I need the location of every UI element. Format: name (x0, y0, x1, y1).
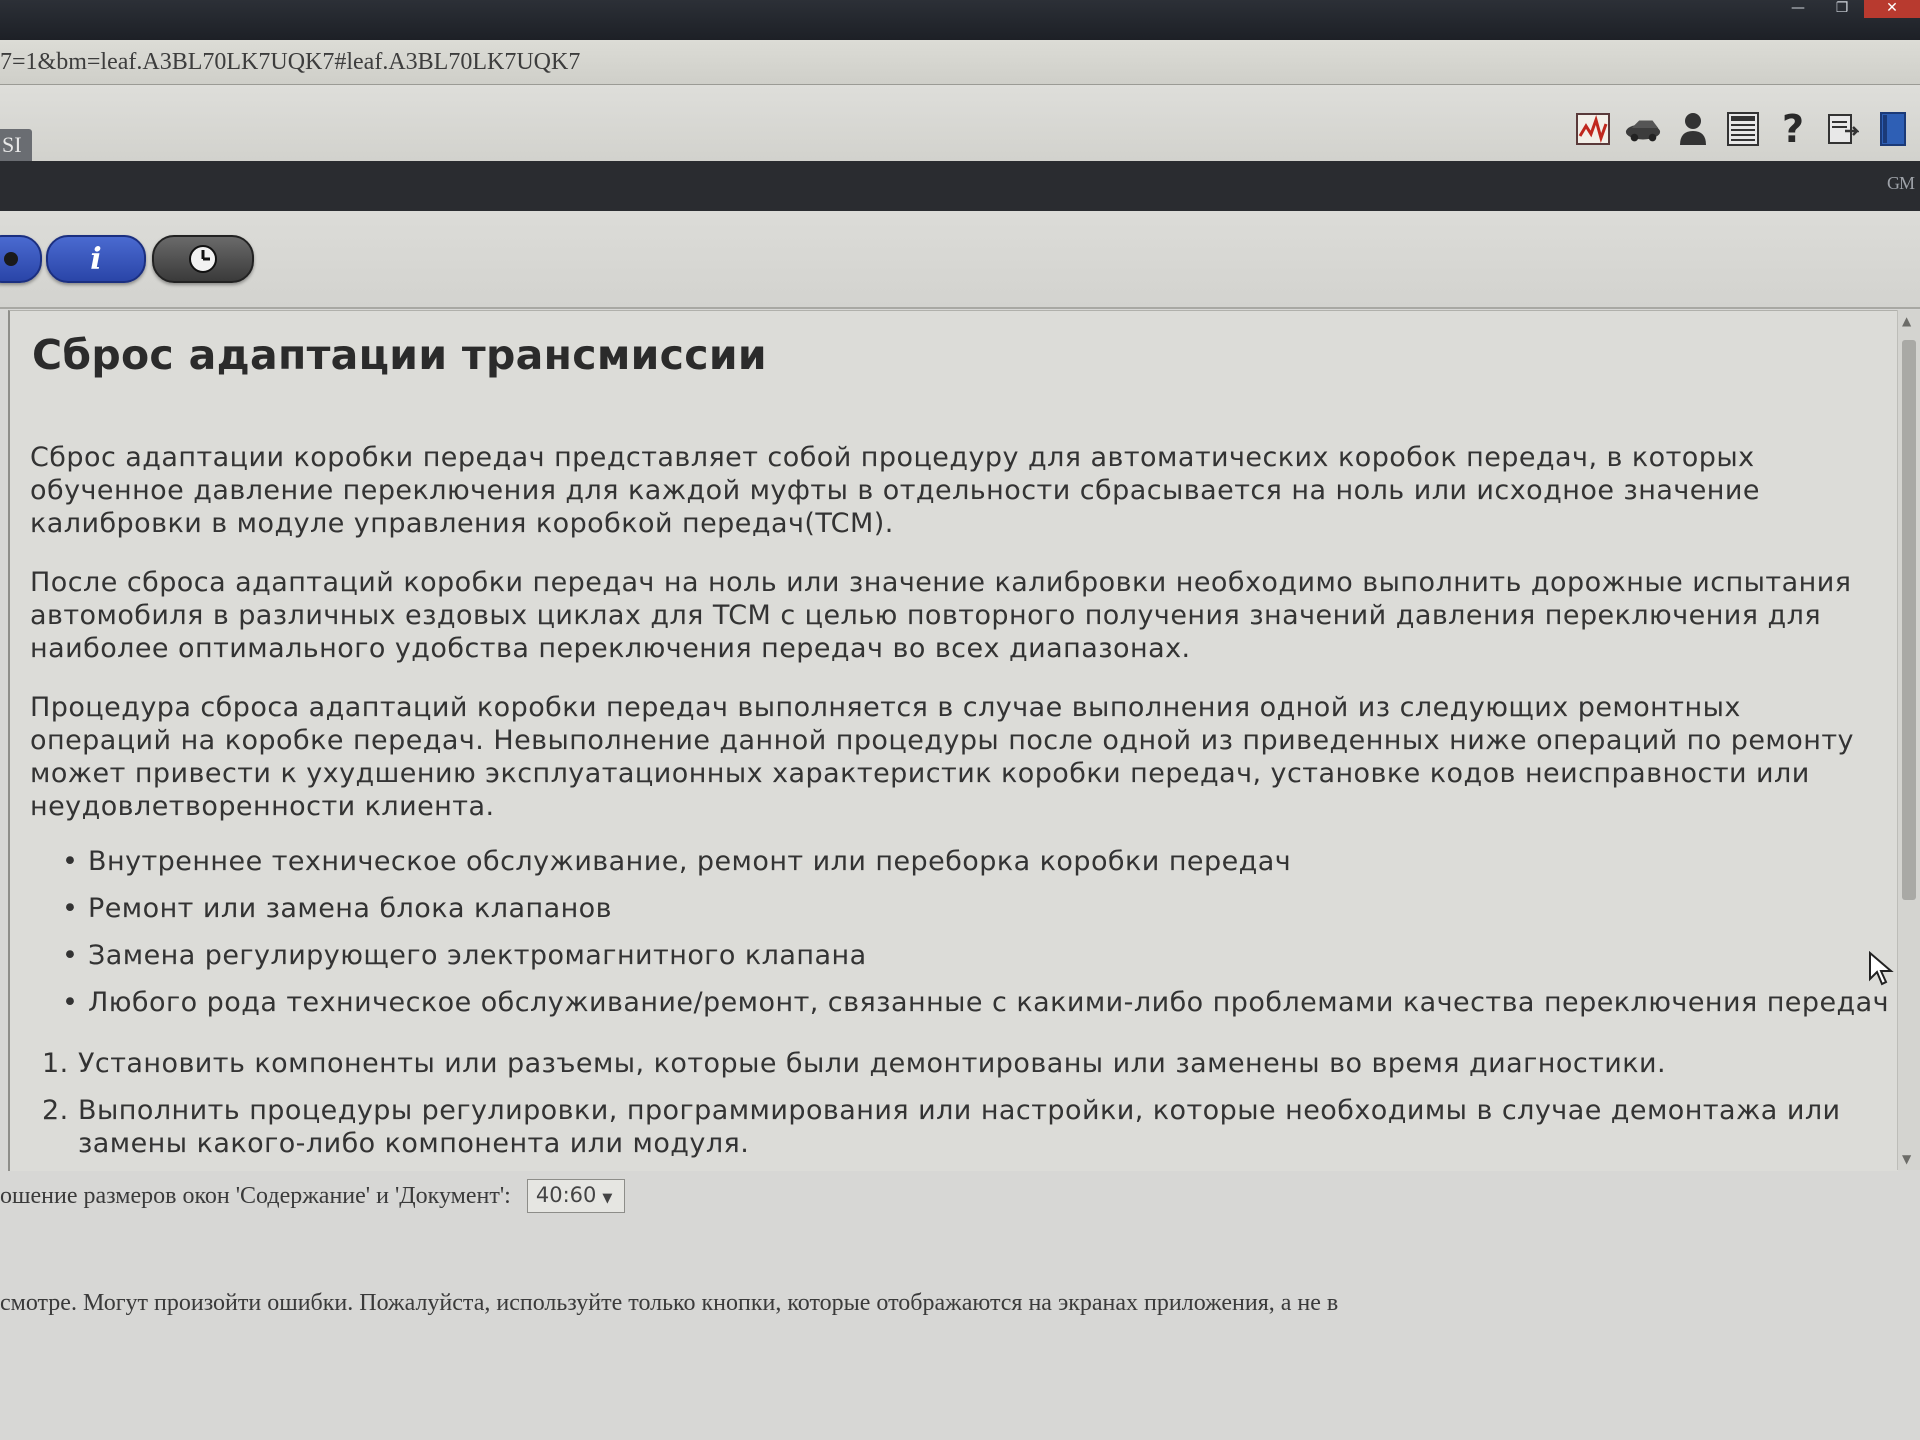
scroll-down-icon[interactable]: ▼ (1902, 1152, 1912, 1166)
step-text: Установить компоненты или разъемы, которые были демонтированы или заменены во время диагностики. (78, 1048, 1667, 1079)
help-glyph: ? (1781, 107, 1805, 151)
si-tab[interactable]: SI (0, 129, 32, 161)
window-controls (1776, 0, 1920, 18)
export-icon[interactable] (1824, 110, 1862, 148)
scroll-up-icon[interactable]: ▲ (1902, 314, 1912, 328)
toolbar-icons (1574, 107, 1912, 151)
window-titlebar (0, 0, 1920, 40)
info-icon: i (90, 241, 102, 277)
app-toolbar (0, 85, 1920, 161)
paragraph-intro: Сброс адаптации коробки передач представляет собой процедуру для автоматических коробок передач, в которых обученное давление переключения для каждой муфты в отдельности сбрасывается на ноль или исходное значение калибровки в модуле управления коробкой передач(TCM). (30, 442, 1760, 539)
list-item: • Замена регулирующего электромагнитного клапана (62, 937, 1889, 984)
book-icon[interactable] (1874, 110, 1912, 148)
document-scrollbar[interactable] (1897, 310, 1920, 1170)
pane-ratio-value: 40:60 (535, 1183, 597, 1208)
minimize-button[interactable]: — (1791, 0, 1805, 16)
list-item: • Любого рода техническое обслуживание/ремонт, связанные с какими-либо проблемами качества переключения передач (62, 984, 1889, 1031)
brand-logo: GM (1886, 173, 1914, 193)
steps-list (32, 1047, 1882, 1171)
step-number: 2. (42, 1095, 69, 1126)
document-title: Сброс адаптации трансмиссии (32, 331, 767, 379)
scroll-thumb[interactable] (1902, 340, 1916, 900)
step-number: 1. (42, 1048, 69, 1079)
close-button[interactable]: ✕ (1864, 0, 1920, 18)
browser-warning: смотре. Могут произойти ошибки. Пожалуйста, используйте только кнопки, которые отображаются на экранах приложения, а не в (0, 1290, 1339, 1316)
list-item: • Внутреннее техническое обслуживание, ремонт или переборка коробки передач (62, 843, 1889, 890)
pane-ratio-select[interactable] (527, 1179, 625, 1213)
navigation-band (0, 161, 1920, 211)
info-button[interactable] (46, 235, 146, 283)
chevron-down-icon: ▼ (602, 1191, 613, 1207)
user-icon[interactable] (1674, 110, 1712, 148)
paragraph-procedure: Процедура сброса адаптаций коробки передач выполняется в случае выполнения одной из следующих ремонтных операций на коробке передач. Невыполнение данной процедуры после одной из приведенных ниже операций по ремонту может привести к ухудшению эксплуатационных характеристик коробки передач, установке кодов неисправности или неудовлетворенности клиента. (30, 692, 1854, 822)
repair-operations-list (62, 843, 1889, 1031)
step-item (32, 1047, 1882, 1080)
news-icon[interactable] (1724, 110, 1762, 148)
chart-icon[interactable] (1574, 110, 1612, 148)
car-icon[interactable] (1624, 110, 1662, 148)
document-pane (8, 310, 1898, 1171)
clock-icon (187, 243, 219, 275)
step-item (32, 1094, 1882, 1160)
help-icon[interactable] (1774, 107, 1812, 151)
pane-ratio-row (0, 1172, 1920, 1220)
back-icon (1, 249, 21, 269)
back-button[interactable] (0, 235, 42, 283)
pane-ratio-label: ошение размеров окон 'Содержание' и 'Документ': (0, 1183, 511, 1209)
document-actions (0, 211, 1920, 309)
mouse-cursor-icon (1868, 951, 1894, 987)
step-text: Выполнить процедуры регулировки, программирования или настройки, которые необходимы в случае демонтажа или замены какого-либо компонента или модуля. (78, 1095, 1841, 1159)
address-bar[interactable] (0, 40, 1920, 85)
list-item: • Ремонт или замена блока клапанов (62, 890, 1889, 937)
paragraph-road-test: После сброса адаптаций коробки передач на ноль или значение калибровки необходимо выполнить дорожные испытания автомобиля в различных ездовых циклах для TCM с целью повторного получения значений давления переключения для наиболее оптимального удобства переключения передач во всех диапазонах. (30, 567, 1852, 664)
address-url: 7=1&bm=leaf.A3BL70LK7UQK7#leaf.A3BL70LK7UQK7 (0, 49, 581, 75)
history-button[interactable] (152, 235, 254, 283)
maximize-button[interactable]: ❐ (1835, 0, 1849, 16)
